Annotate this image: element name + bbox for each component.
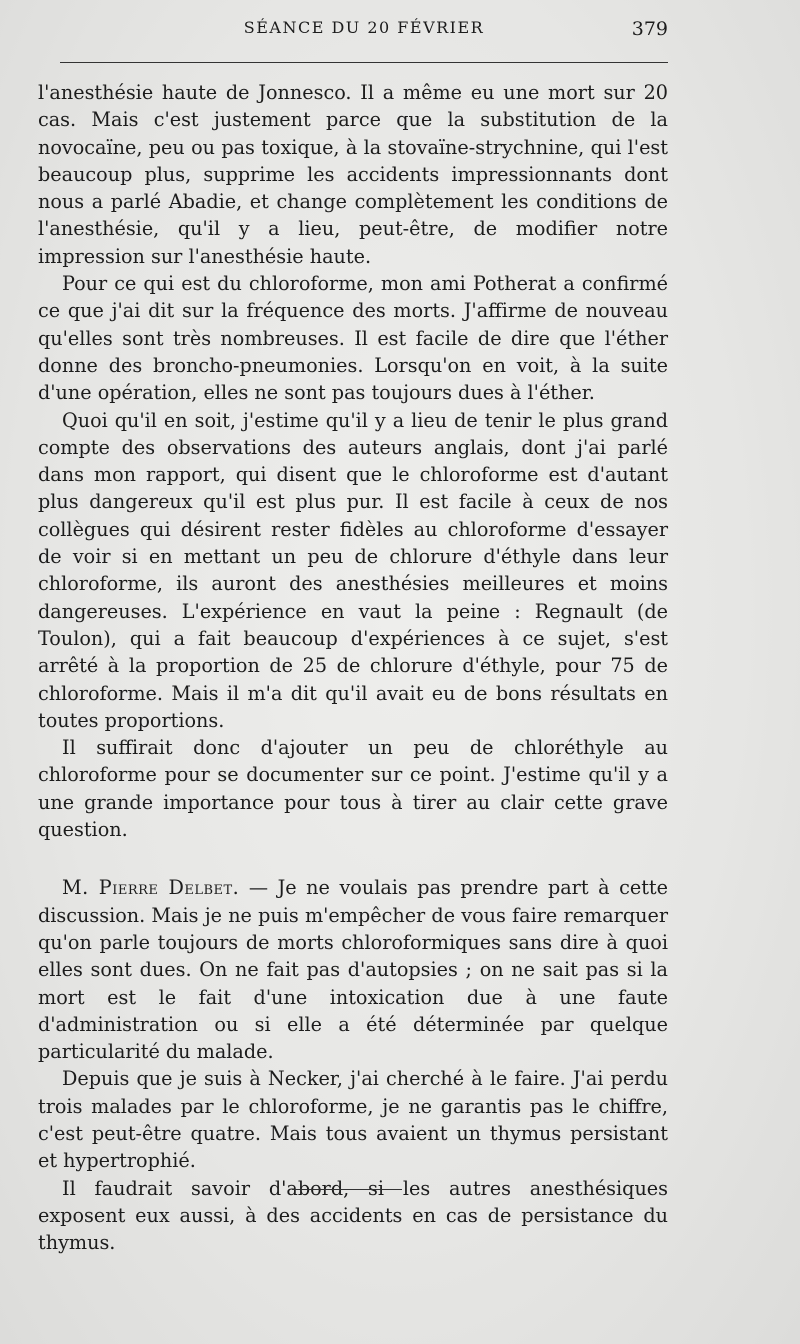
paragraph: Depuis que je suis à Necker, j'ai cherché à le faire. J'ai perdu trois malades par le chloroforme, je ne garantis pas le chiffre, c'est peut-être quatre. Mais tous avaient un thymus persistant et hypertrophié. <box>38 1067 668 1173</box>
paragraph: Il faudrait savoir d'abord, si les autres anesthésiques exposent eux aussi, à des accidents en cas de persistance du thymus. <box>38 1176 668 1255</box>
page-number: 379 <box>631 18 668 40</box>
speaker-text: Je ne voulais pas prendre part à cette discussion. Mais je ne puis m'empêcher de vous faire remarquer qu'on parle toujours de morts chloroformiques sans dire à quoi elles sont dues. On ne fait pas d'autopsies ; on ne sait pas si la mort est le fait d'une intoxication due à une faute d'administration ou si elle a été déterminée par quelque particularité du malade. <box>38 876 668 1064</box>
speaker-paragraph <box>38 874 668 1065</box>
header-title: SÉANCE DU 20 FÉVRIER <box>243 18 485 37</box>
paragraph: l'anesthésie haute de Jonnesco. Il a même eu une mort sur 20 cas. Mais c'est justement parce que la substitution de la novocaïne, peu ou pas toxique, à la stovaïne-strychnine, qui l'est beaucoup plus, supprime les accidents impressionnants dont nous a parlé Abadie, et change complètement les conditions de l'anesthésie, qu'il y a lieu, peut-être, de modifier notre impression sur l'anesthésie haute. <box>38 81 668 268</box>
body-text <box>38 79 668 1256</box>
paragraph: Pour ce qui est du chloroforme, mon ami Potherat a confirmé ce que j'ai dit sur la fréquence des morts. J'affirme de nouveau qu'elles sont très nombreuses. Il est facile de dire que l'éther donne des broncho-pneumonies. Lorsqu'on en voit, à la suite d'une opération, elles ne sont pas toujours dues à l'éther. <box>38 272 668 405</box>
paragraph: Il suffirait donc d'ajouter un peu de chloréthyle au chloroforme pour se documenter sur ce point. J'estime qu'il y a une grande importance pour tous à tirer au clair cette grave question. <box>38 736 668 842</box>
speaker-name: M. Pierre Delbet. <box>62 876 240 900</box>
running-header <box>60 18 668 46</box>
speaker-dash: — <box>239 876 278 900</box>
header-rule <box>60 62 668 63</box>
section-end-rule <box>292 1189 402 1190</box>
paragraph: Quoi qu'il en soit, j'estime qu'il y a lieu de tenir le plus grand compte des observations des auteurs anglais, dont j'ai parlé dans mon rapport, qui disent que le chloroforme est d'autant plus dangereux qu'il est plus pur. Il est facile à ceux de nos collègues qui désirent rester fidèles au chloroforme d'essayer de voir si en mettant un peu de chlorure d'éthyle dans leur chloroforme, ils auront des anesthésies meilleures et moins dangereuses. L'expérience en vaut la peine : Regnault (de Toulon), qui a fait beaucoup d'expériences à ce sujet, s'est arrêté à la proportion de 25 de chlorure d'éthyle, pour 75 de chloroforme. Mais il m'a dit qu'il avait eu de bons résultats en toutes proportions. <box>38 408 668 732</box>
